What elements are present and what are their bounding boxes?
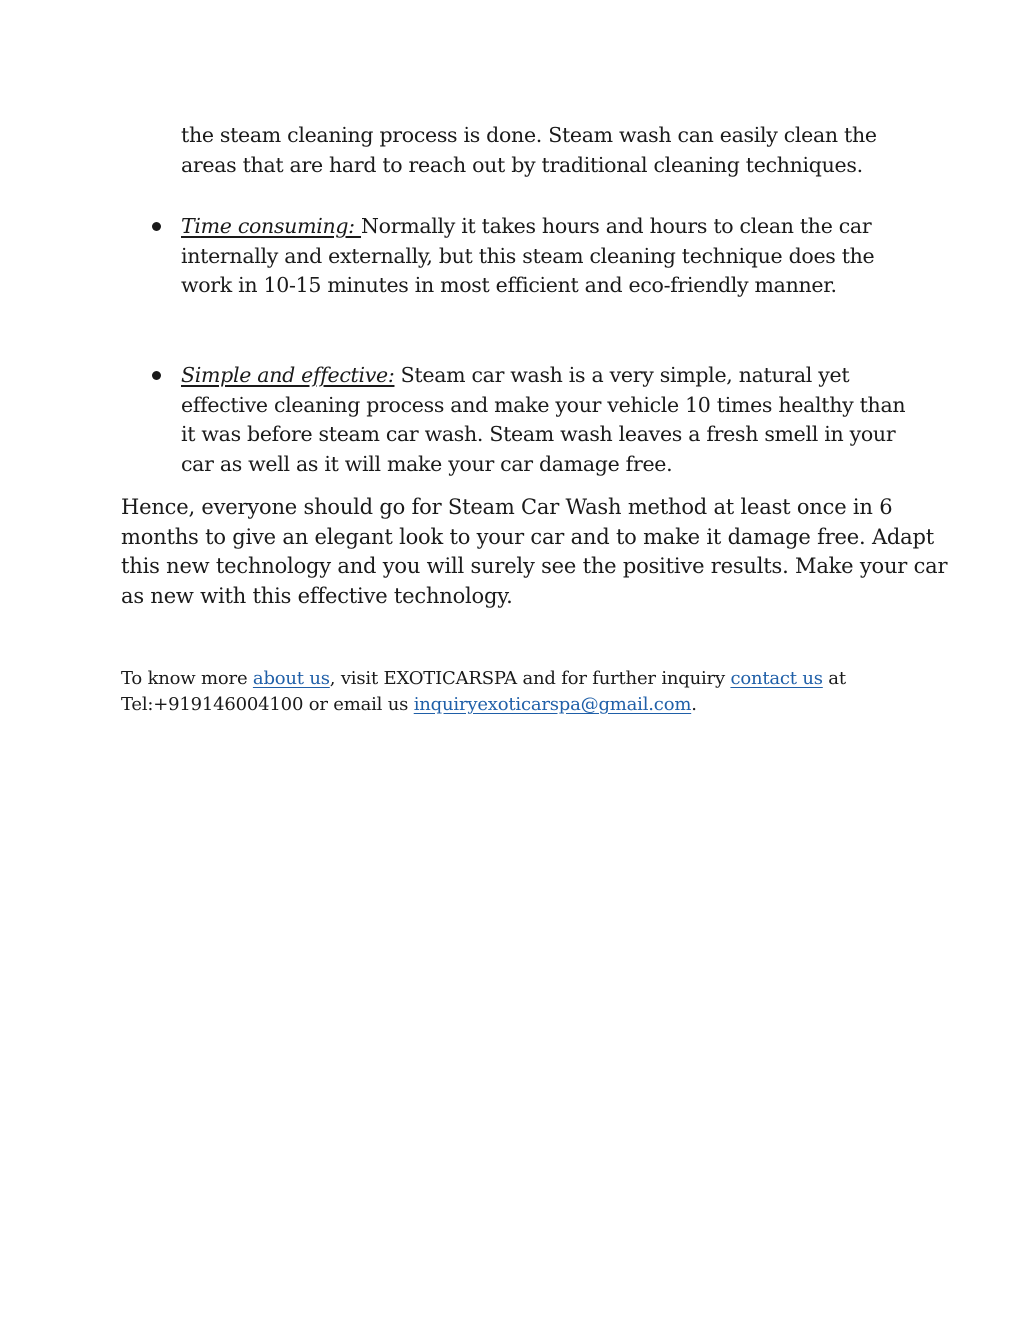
conclusion-line-3: this new technology and you will surely see the positive results. Make your car bbox=[121, 554, 948, 578]
contact-middle: , visit EXOTICARSPA and for further inquiry bbox=[329, 668, 731, 689]
bullet-1-line-2: internally and externally, but this steam cleaning technique does the bbox=[181, 244, 875, 268]
contact-line-1 bbox=[121, 666, 846, 692]
bullet-2-line-3: it was before steam car wash. Steam wash leaves a fresh smell in your bbox=[181, 422, 896, 446]
contact-prefix: To know more bbox=[121, 668, 253, 689]
bullet-2-line-1 bbox=[181, 360, 849, 390]
intro-line-2: areas that are hard to reach out by traditional cleaning techniques. bbox=[181, 153, 863, 177]
intro-line-1: the steam cleaning process is done. Steam wash can easily clean the bbox=[181, 123, 877, 147]
bullet-2-term: Simple and effective: bbox=[181, 363, 395, 387]
phone-text: Tel:+919146004100 or email us bbox=[121, 694, 414, 715]
conclusion-line-1: Hence, everyone should go for Steam Car Wash method at least once in 6 bbox=[121, 495, 893, 519]
bullet-dot-icon bbox=[152, 371, 161, 380]
email-link[interactable]: inquiryexoticarspa@gmail.com bbox=[413, 694, 692, 715]
bullet-2-line-4: car as well as it will make your car damage free. bbox=[181, 452, 673, 476]
bullet-1-text: Normally it takes hours and hours to clean the car bbox=[361, 214, 872, 238]
bullet-1-line-3: work in 10-15 minutes in most efficient and eco-friendly manner. bbox=[181, 273, 837, 297]
conclusion-line-2: months to give an elegant look to your car and to make it damage free. Adapt bbox=[121, 525, 934, 549]
conclusion-line-4: as new with this effective technology. bbox=[121, 584, 513, 608]
bullet-1-term: Time consuming: bbox=[181, 214, 362, 238]
contact-us-link[interactable]: contact us bbox=[730, 668, 823, 689]
bullet-1-line-1 bbox=[181, 211, 871, 241]
contact-suffix: at bbox=[822, 668, 846, 689]
about-us-link[interactable]: about us bbox=[252, 668, 330, 689]
contact-line-2 bbox=[121, 692, 697, 718]
bullet-2-line-2: effective cleaning process and make your vehicle 10 times healthy than bbox=[181, 393, 906, 417]
bullet-2-text: Steam car wash is a very simple, natural yet bbox=[394, 363, 850, 387]
bullet-dot-icon bbox=[152, 222, 161, 231]
contact-period: . bbox=[691, 694, 697, 715]
